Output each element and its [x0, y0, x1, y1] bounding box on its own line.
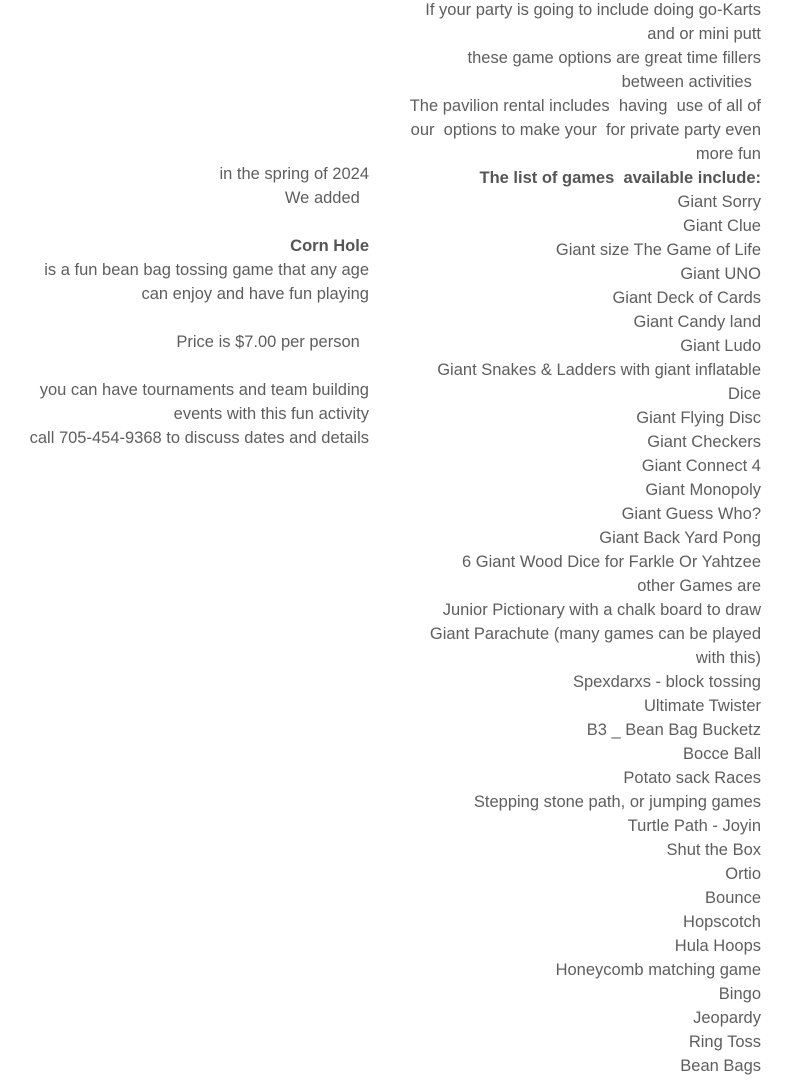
- game-list-item: Honeycomb matching game: [555, 961, 761, 979]
- game-list-item: Bocce Ball: [683, 745, 761, 763]
- game-list-item: Jeopardy: [693, 1009, 761, 1027]
- game-list-item: Turtle Path - Joyin: [627, 817, 761, 835]
- games-list: [405, 190, 766, 1078]
- game-list-item: Giant Candy land: [633, 313, 761, 331]
- game-list-item: 6 Giant Wood Dice for Farkle Or Yahtzee: [462, 553, 761, 571]
- game-list-item: Bounce: [705, 889, 761, 907]
- game-list-item: Giant Snakes & Ladders with giant inflatable Dice: [437, 361, 766, 403]
- tournaments-text: you can have tournaments and team building events with this fun activity: [39, 381, 374, 423]
- game-list-item: Junior Pictionary with a chalk board to draw: [442, 601, 761, 619]
- game-list-item: Bingo: [718, 985, 761, 1003]
- game-list-item: Giant Back Yard Pong: [599, 529, 761, 547]
- spacer: [20, 306, 369, 330]
- corn-hole-section: [20, 162, 374, 450]
- game-list-item: Giant Ludo: [680, 337, 761, 355]
- price-text: Price is $7.00 per person: [176, 333, 369, 351]
- pavilion-rental-text: The pavilion rental includes having use of all of our options to make your for private party even more fun: [409, 97, 766, 163]
- go-karts-intro: If your party is going to include doing go-Karts and or mini putt: [425, 1, 766, 43]
- game-list-item: Giant Deck of Cards: [612, 289, 761, 307]
- game-list-item: Giant Connect 4: [641, 457, 761, 475]
- game-list-item: Potato sack Races: [623, 769, 761, 787]
- game-list-item: Giant Parachute (many games can be played with this): [429, 625, 766, 667]
- spacer: [20, 354, 369, 378]
- game-list-item: Giant Clue: [683, 217, 761, 235]
- corn-hole-description: is a fun bean bag tossing game that any age can enjoy and have fun playing: [44, 261, 374, 303]
- game-list-item: Stepping stone path, or jumping games: [473, 793, 761, 811]
- game-list-item: Giant Checkers: [647, 433, 761, 451]
- game-list-item: Ortio: [725, 865, 761, 883]
- game-list-item: Shut the Box: [666, 841, 761, 859]
- spring-2024-text: in the spring of 2024: [219, 165, 369, 183]
- corn-hole-heading: Corn Hole: [290, 237, 369, 255]
- game-list-item: Giant Guess Who?: [621, 505, 761, 523]
- games-section: [405, 0, 766, 1078]
- game-list-item: Ring Toss: [688, 1033, 761, 1051]
- spacer: [20, 210, 369, 234]
- game-list-item: Giant UNO: [680, 265, 761, 283]
- game-list-item: Bean Bags: [680, 1057, 761, 1075]
- game-list-item: Giant Sorry: [677, 193, 761, 211]
- time-fillers-text: these game options are great time fillers between activities: [467, 49, 766, 91]
- game-list-item: Spexdarxs - block tossing: [572, 673, 761, 691]
- call-text: call 705-454-9368 to discuss dates and details: [29, 429, 369, 447]
- we-added-text: We added: [284, 189, 369, 207]
- game-list-item: Hula Hoops: [674, 937, 761, 955]
- games-list-heading: The list of games available include:: [479, 169, 761, 187]
- game-list-item: Giant size The Game of Life: [555, 241, 761, 259]
- game-list-item: other Games are: [637, 577, 761, 595]
- game-list-item: Hopscotch: [683, 913, 761, 931]
- game-list-item: Ultimate Twister: [643, 697, 761, 715]
- game-list-item: Giant Monopoly: [645, 481, 761, 499]
- game-list-item: Giant Flying Disc: [636, 409, 761, 427]
- game-list-item: B3 _ Bean Bag Bucketz: [586, 721, 761, 739]
